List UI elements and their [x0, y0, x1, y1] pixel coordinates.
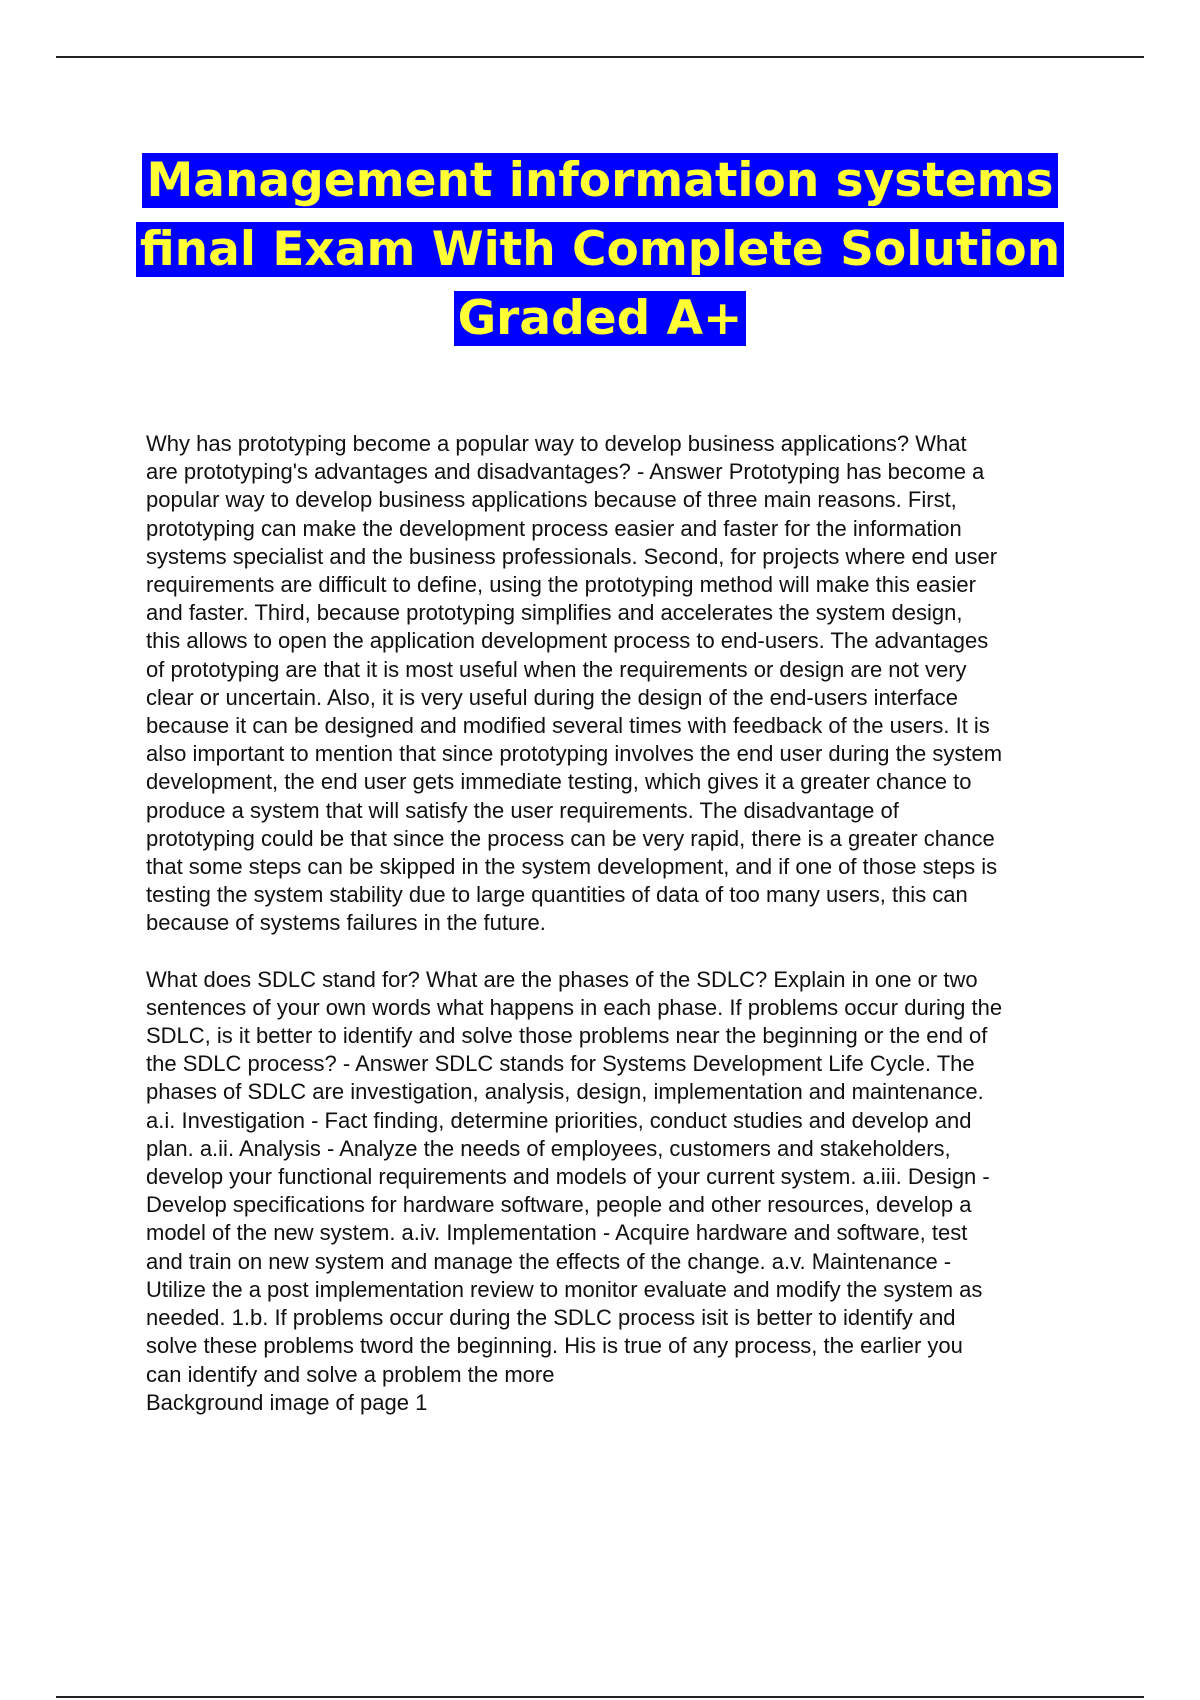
- document-title: Management information systems final Exam With Complete Solution Graded A+: [136, 153, 1064, 346]
- top-rule: [56, 56, 1144, 58]
- title-block: [100, 146, 1100, 353]
- answer-paragraph-sdlc: What does SDLC stand for? What are the phases of the SDLC? Explain in one or two sentences of your own words what happens in each phase. If problems occur during the SDLC, is it better to identify and solve those problems near the beginning or the end of the SDLC process? - Answer SDLC stands for Systems Development Life Cycle. The phases of SDLC are investigation, analysis, design, implementation and maintenance. a.i. Investigation - Fact finding, determine priorities, conduct studies and develop and plan. a.ii. Analysis - Analyze the needs of employees, customers and stakeholders, develop your functional requirements and models of your current system. a.iii. Design - Develop specifications for hardware software, people and other resources, develop a model of the new system. a.iv. Implementation - Acquire hardware and software, test and train on new system and manage the effects of the change. a.v. Maintenance - Utilize the a post implementation review to monitor evaluate and modify the system as needed. 1.b. If problems occur during the SDLC process isit is better to identify and solve these problems tword the beginning. His is true of any process, the earlier you can identify and solve a problem the more: [146, 966, 1003, 1387]
- page-caption: Background image of page 1: [146, 1389, 428, 1415]
- bottom-rule: [56, 1696, 1144, 1698]
- document-body: [146, 430, 1086, 1417]
- answer-paragraph-prototyping: Why has prototyping become a popular way to develop business applications? What are prototyping's advantages and disadvantages? - Answer Prototyping has become a popular way to develop business applications because of three main reasons. First, prototyping can make the development process easier and faster for the information systems specialist and the business professionals. Second, for projects where end user requirements are difficult to define, using the prototyping method will make this easier and faster. Third, because prototyping simplifies and accelerates the system design, this allows to open the application development process to end-users. The advantages of prototyping are that it is most useful when the requirements or design are not very clear or uncertain. Also, it is very useful during the design of the end-users interface because it can be designed and modified several times with feedback of the users. It is also important to mention that since prototyping involves the end user during the system development, the end user gets immediate testing, which gives it a greater chance to produce a system that will satisfy the user requirements. The disadvantage of prototyping could be that since the process can be very rapid, there is a greater chance that some steps can be skipped in the system development, and if one of those steps is testing the system stability due to large quantities of data of too many users, this can because of systems failures in the future.: [146, 431, 1003, 936]
